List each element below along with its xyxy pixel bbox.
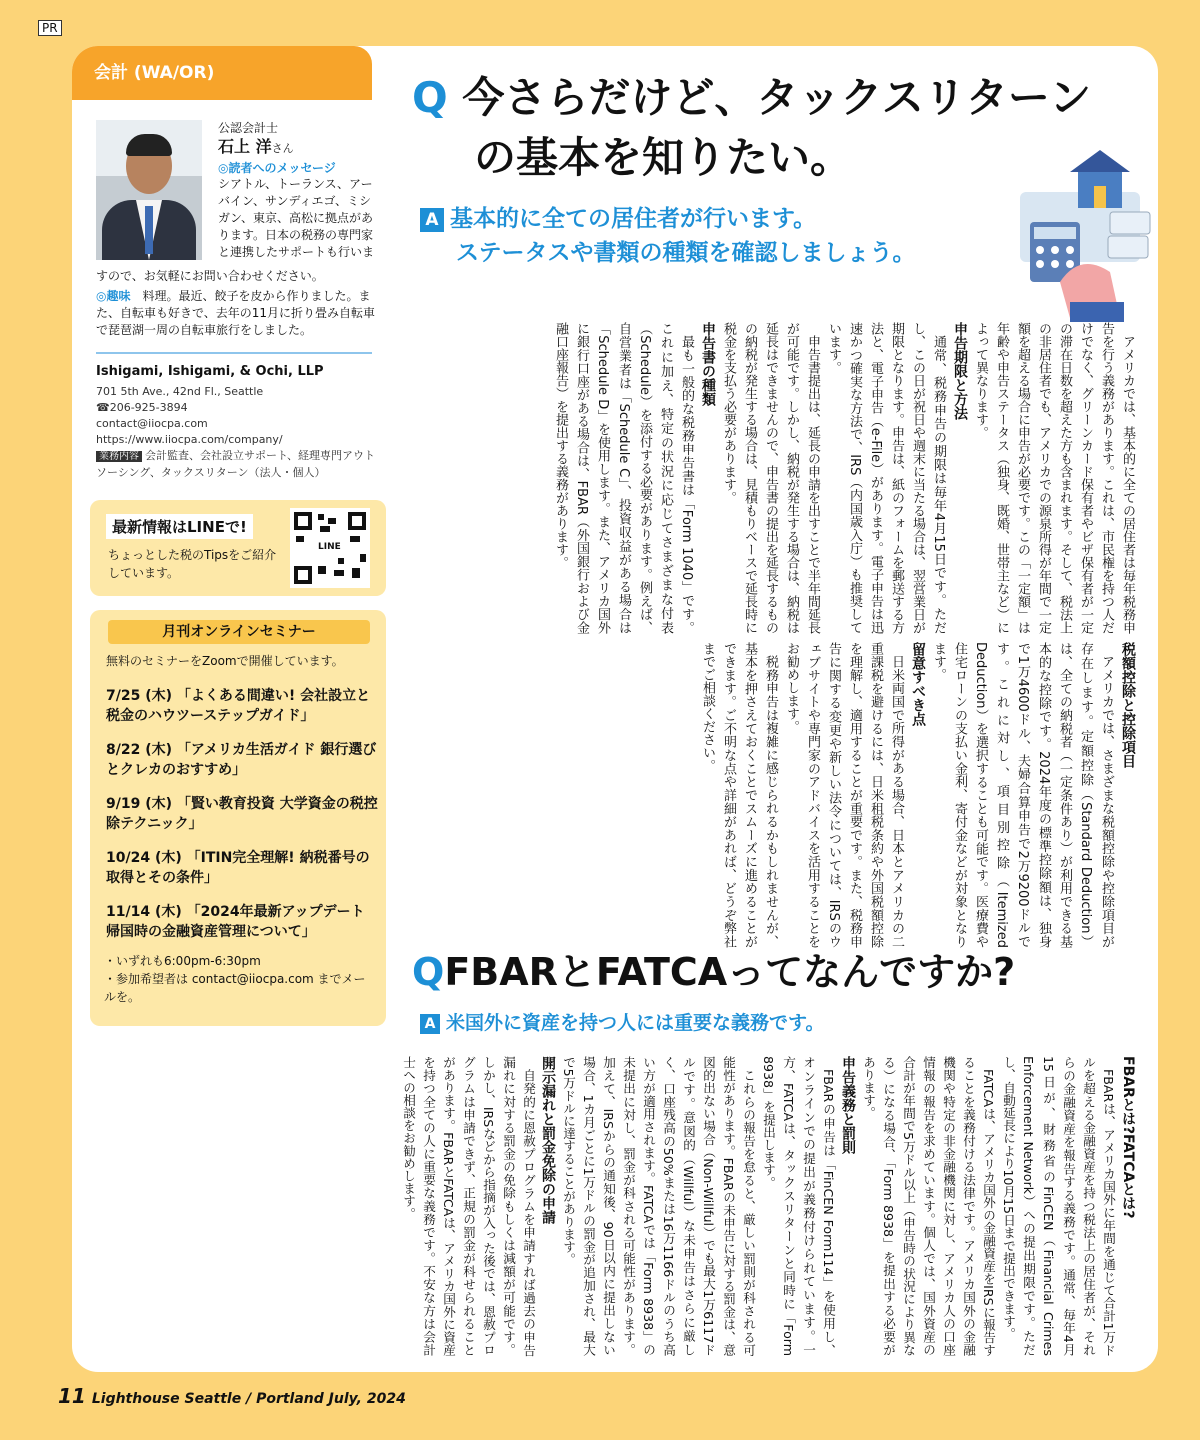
- q2-letter: Q: [412, 950, 445, 994]
- q2-heading-disclosure: 開示漏れと罰金免除の申請: [540, 1056, 556, 1224]
- q1-heading-deduction: 税額控除と控除項目: [1120, 642, 1136, 768]
- publication-name: Lighthouse Seattle / Portland July, 2024: [91, 1391, 406, 1407]
- author-honorific: さん: [271, 142, 294, 155]
- article-card: [72, 46, 1158, 1372]
- seminar-notes: [104, 952, 376, 1006]
- firm-email[interactable]: contact@iiocpa.com: [96, 417, 208, 430]
- seminar-item: 9/19 (木) 「賢い教育投資 大学資金の税控除テクニック」: [106, 796, 378, 832]
- seminar-item: 7/25 (木) 「よくある間違い! 会社設立と税金のハウツーステップガイド」: [106, 688, 371, 724]
- firm-phone[interactable]: ☎206-925-3894: [96, 401, 188, 414]
- q1-line2: の基本を知りたい。: [474, 133, 853, 182]
- author-profile: [218, 120, 374, 261]
- hobby: [96, 288, 378, 339]
- qr-line-label: LINE: [318, 542, 341, 552]
- line-title: 最新情報はLINEで!: [106, 514, 253, 539]
- q2-heading-penalty: 申告義務と罰則: [840, 1056, 856, 1154]
- services-tag: 業務内容: [96, 451, 142, 462]
- hobby-label: ◎趣味: [96, 289, 131, 303]
- seminar-item: 11/14 (木) 「2024年最新アップデート帰国時の金融資産管理について」: [106, 904, 365, 940]
- q1-heading-types: 申告書の種類: [700, 322, 716, 406]
- q1-intro: アメリカでは、基本的に全ての居住者は毎年税務申告を行う義務があります。これは、市民権を持つ人だけでなく、グリーンカード保有者やビザ保有者が一定の滞在日数を超えた方も含まれます。そして、税法上の非居住者でも、アメリカでの源泉所得が年間で一定額を超える場合に申告が必要です。この「一定額」は年齢や申告ステータス（独身、既婚、世帯主など）によって異なります。 申告期限と方法 通常、税務申告の期限は毎年4月15日です。ただし、この日が祝日や週末に当たる場合は、翌営業日が期限となります。申告は、紙のフォームを郵送する方法と、電子申告（e-File）があります。電子申告は迅速かつ確実な方法で、IRS（内国歳入庁）も推奨しています。 申告書提出は、延長の申請を出すことで半年間延長が可能です。しかし、納税が発生する場合は、納税は延長はできませんので、申告書の提出を延長するものの納税が発生する場合は、見積もりベースで延長時に税金を支払う必要があります。 申告書の種類 最も一般的な税務申告書は「Form 1040」です。これに加え、特定の状況に応じてさまざまな付表（Schedule）を添付する必要があります。例えば、自営業者は「Schedule C」、投資収益がある場合は「Schedule D」を使用します。また、アメリカ国外に銀行口座がある場合は、FBAR（外国銀行および金融口座報告）を提出する義務があります。: [553, 322, 1135, 634]
- q1-heading-deadline: 申告期限と方法: [952, 322, 968, 420]
- firm-info: [96, 362, 376, 481]
- q2-heading-what: FBARとは?FATCAとは?: [1120, 1056, 1136, 1219]
- seminar-item: 10/24 (木) 「ITIN完全理解! 納税番号の取得とその条件」: [106, 850, 370, 886]
- a1-line1: 基本的に全ての居住者が行います。: [450, 206, 817, 232]
- message-text-continued: すので、お気軽にお問い合わせください。: [96, 269, 324, 283]
- a1-letter: A: [420, 208, 444, 232]
- divider: [96, 352, 372, 354]
- q1-block-upper-left: [420, 322, 864, 634]
- q1-line1: Q 今さらだけど、タックスリターン: [412, 73, 1092, 122]
- seminar-contact: ・参加希望者は contact@iiocpa.com までメールを。: [104, 972, 366, 1004]
- q2-body: FBARとは?FATCAとは? FBARは、アメリカ国外に年間を通じて合計1万ドルを超える金融資産を持つ税法上の居住者が、それらの金融資産を報告する義務です。通常、毎年4月15日が、財務省のFinCEN（Financial Crimes Enforcement Network）への提出期限です。ただし、自動延長により10月15日まで提出できます。 FATCAは、アメリカ国外の金融資産をIRSに報告することを義務付ける法律です。アメリカ国外の金融機関や特定の非金融機関に対し、アメリカ人の口座情報の報告を求めています。個人では、国外資産の合計が年間で5万ドル以上（申告時の状況により異なる）になる場合、「Form 8938」を提出する必要があります。 申告義務と罰則 FBARの申告は「FinCEN Form114」を使用し、オンラインでの提出が義務付けられています。一方、FATCAは、タックスリターンと同時に「Form 8938」を提出します。 これらの報告を怠ると、厳しい罰則が科される可能性があります。FBARの未申告に対する罰金は、意図的出ない場合（Non-Willful）でも最大1万6117ドルです。意図的（Willful）な未申告はさらに厳しく、口座残高の50%または16万1166ドルのうち高い方が適用されます。FATCAでは「Form 8938」の未提出に対し、罰金が科される可能性があります。加えて、IRSからの通知後、90日以内に提出しない場合、1カ月ごとに1万ドルの罰金が追加され、最大で5万ドルに達することがあります。 開示漏れと罰金免除の申請 自発的に恩赦プログラムを申請すれば過去の申告漏れに対する罰金の免除もしくは減額が可能です。しかし、IRSなどから指摘が入った後では、恩赦プログラムは申請できず、正規の罰金が科せられることがあります。FBARとFATCAは、アメリカ国外に資産を持つ全ての人に重要な義務です。不安な方は会計士への相談をお勧めします。: [401, 1056, 1136, 1356]
- author-photo: [96, 120, 202, 260]
- line-desc: ちょっとした税のTipsをご紹介しています。: [108, 548, 277, 580]
- hobby-text: 料理。最近、餃子を皮から作りました。また、自転車も好きで、去年の11月に折り畳み自転車で琵琶湖一周の自転車旅行をしました。: [96, 289, 376, 337]
- line-info-box: [90, 500, 386, 596]
- firm-name: Ishigami, Ishigami, & Ochi, LLP: [96, 364, 324, 379]
- a2-letter: A: [420, 1014, 440, 1034]
- seminar-item: 8/22 (木) 「アメリカ生活ガイド 銀行選びとクレカのおすすめ」: [106, 742, 377, 778]
- qr-code-icon[interactable]: [290, 508, 370, 588]
- q1-lower: 税額控除と控除項目 アメリカでは、さまざまな税額控除や控除項目が存在します。定額控除（Standard Deduction）は、全ての納税者（一定条件あり）が利用できる基本的な控除です。2024年度の標準控除額は、独身で1万4600ドル、夫婦合算申告で2万9200ドルです。これに対し、項目別控除（Itemized Deduction）を選択することも可能です。医療費や住宅ローンの支払い金利、寄付金などが対象となります。 留意すべき点 日米両国で所得がある場合、日本とアメリカの二重課税を避けるには、日米租税条約や外国税額控除を理解し、適用することが重要です。また、税務申告に関する変更や新しい法令については、IRSのウェブサイトや専門家のアドバイスを活用することをお勧めします。 税務申告は複雑に感じられるかもしれませんが、基本を押さえておくことでスムーズに進めることができます。ご不明な点や詳細があれば、どうぞ弊社までご相談ください。: [700, 642, 1136, 948]
- a2-answer: [420, 1008, 1020, 1038]
- q2-heading: [412, 944, 1142, 1000]
- firm-address: 701 5th Ave., 42nd Fl., Seattle: [96, 385, 264, 398]
- tax-illustration-icon: [1000, 132, 1156, 322]
- message-text: シアトル、トーランス、アーバイン、サンディエゴ、ミシガン、東京、高松に拠点があります。日本の税務の専門家と連携したサポートも行いま: [218, 177, 375, 259]
- a2-line: 米国外に資産を持つ人には重要な義務です。: [446, 1012, 825, 1034]
- message-heading: ◎読者へのメッセージ: [218, 161, 336, 175]
- author-role: 公認会計士: [218, 121, 279, 135]
- seminar-title: 月刊オンラインセミナー: [108, 620, 370, 644]
- seminar-time: ・いずれも6:00pm-6:30pm: [104, 954, 261, 968]
- author-name: 石上 洋さん: [218, 137, 294, 156]
- q2-title: FBARとFATCAってなんですか?: [444, 950, 1016, 994]
- pr-label: PR: [38, 20, 62, 36]
- page-footer: [58, 1384, 406, 1408]
- seminar-desc: 無料のセミナーをZoomで開催しています。: [106, 654, 344, 668]
- firm-url[interactable]: https://www.iiocpa.com/company/: [96, 433, 283, 446]
- firm-services: 業務内容 会計監査、会社設立サポート、経理専門アウトソーシング、タックスリターン（法人・個人）: [96, 449, 376, 479]
- seminar-box: [90, 610, 386, 1026]
- a1-line2: ステータスや書類の種類を確認しましょう。: [456, 240, 916, 266]
- a1-answer: [420, 202, 1020, 270]
- page-number: 11: [58, 1384, 86, 1408]
- q1-letter: Q: [412, 73, 448, 122]
- q1-heading-notes: 留意すべき点: [910, 642, 926, 726]
- category-tab: 会計 (WA/OR): [72, 46, 372, 100]
- seminar-list: [106, 686, 378, 956]
